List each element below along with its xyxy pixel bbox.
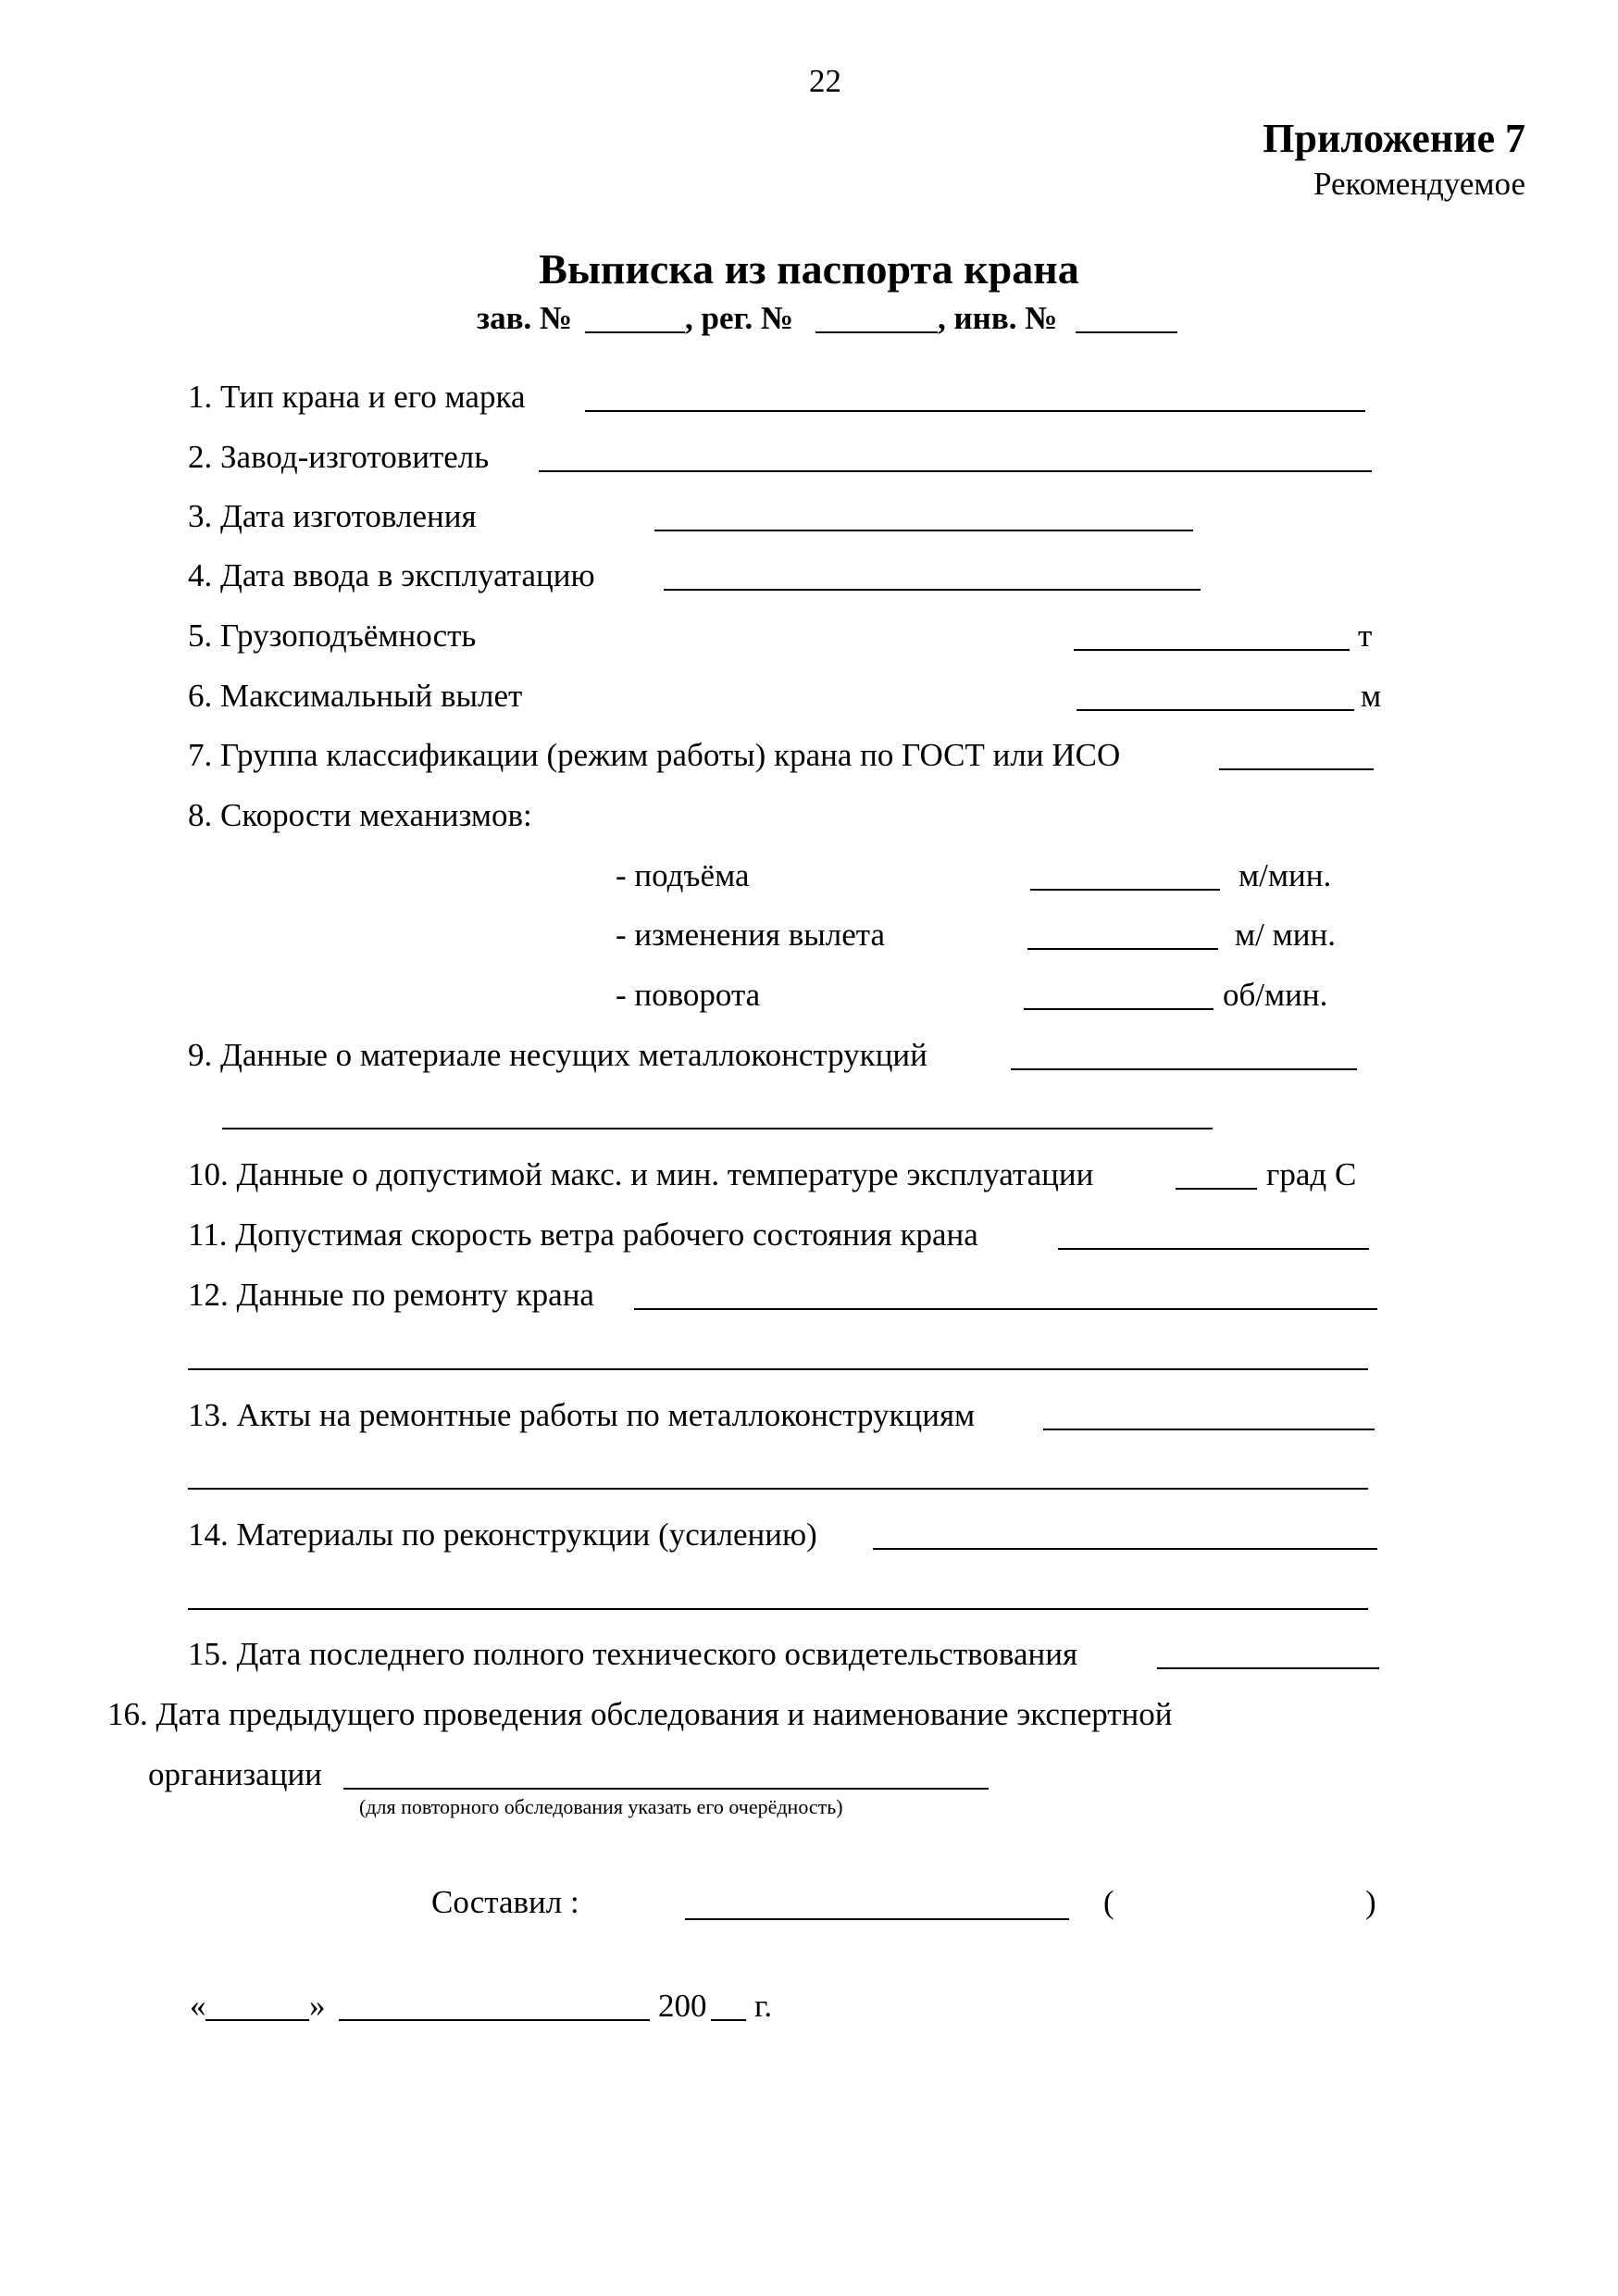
item-previous-survey-note: (для повторного обследования указать его очерёдность) [359,1795,843,1818]
date-year-prefix: 200 [658,1988,707,2024]
date-year-field[interactable] [711,2019,746,2021]
item-max-reach-field[interactable] [1077,709,1354,711]
item-manufacturer-label: 2. Завод-изготовитель [188,439,490,475]
document-title: Выписка из паспорта крана [539,245,1079,293]
item-capacity-field[interactable] [1074,649,1350,651]
appendix-subtitle: Рекомендуемое [1313,166,1525,202]
compiled-by-signature-field[interactable] [685,1918,1069,1920]
item-material-field-continued[interactable] [222,1128,1213,1129]
date-day-field[interactable] [205,2019,309,2021]
item-speed-lift-label: - подъёма [616,857,750,893]
item-speed-reach-label: - изменения вылета [616,917,886,953]
item-classification-field[interactable] [1219,768,1374,770]
item-previous-survey-field[interactable] [343,1788,989,1790]
item-max-reach-label: 6. Максимальный вылет [188,678,523,714]
item-speed-reach-unit: м/ мин. [1235,917,1336,953]
item-capacity-unit: т [1358,618,1373,654]
item-repair-label: 12. Данные по ремонту крана [188,1277,594,1313]
item-classification-label: 7. Группа классификации (режим работы) крана по ГОСТ или ИСО [188,737,1121,773]
compiled-by-open-paren: ( [1103,1884,1114,1920]
item-speed-lift-unit: м/мин. [1238,857,1332,893]
item-last-inspection-label: 15. Дата последнего полного технического освидетельствования [188,1636,1078,1672]
item-previous-survey-cont: организации [148,1756,322,1792]
item-speed-slew-unit: об/мин. [1223,977,1328,1013]
item-repair-acts-field-continued[interactable] [188,1488,1368,1490]
compiled-by-label: Составил : [431,1884,579,1920]
item-commission-date-label: 4. Дата ввода в эксплуатацию [188,557,595,593]
registration-number-label: , рег. № [685,300,794,336]
serial-number-field[interactable] [585,331,685,333]
item-speed-slew-field[interactable] [1024,1008,1214,1010]
serial-number-label: зав. № [477,300,573,336]
item-repair-field-continued[interactable] [188,1368,1368,1370]
appendix-title: Приложение 7 [1263,116,1525,161]
item-repair-acts-field[interactable] [1043,1429,1375,1430]
item-speed-reach-field[interactable] [1027,948,1218,950]
item-temperature-label: 10. Данные о допустимой макс. и мин. температуре эксплуатации [188,1156,1094,1192]
item-repair-field[interactable] [634,1308,1377,1310]
item-repair-acts-label: 13. Акты на ремонтные работы по металлоконструкциям [188,1397,976,1433]
item-wind-speed-label: 11. Допустимая скорость ветра рабочего состояния крана [188,1217,978,1253]
page-number: 22 [809,63,841,99]
item-speeds-label: 8. Скорости механизмов: [188,797,532,833]
inventory-number-field[interactable] [1076,331,1177,333]
item-last-inspection-field[interactable] [1157,1667,1379,1669]
item-commission-date-field[interactable] [664,589,1201,591]
date-year-suffix: г. [754,1988,773,2024]
item-capacity-label: 5. Грузоподъёмность [188,618,477,654]
item-manufacture-date-field[interactable] [654,530,1193,531]
date-close-quote: » [309,1988,326,2024]
item-max-reach-unit: м [1361,678,1382,714]
compiled-by-close-paren: ) [1365,1884,1376,1920]
item-temperature-unit: град С [1266,1156,1357,1192]
date-open-quote: « [190,1988,206,2024]
item-wind-speed-field[interactable] [1058,1248,1369,1250]
item-previous-survey-label: 16. Дата предыдущего проведения обследования и наименование экспертной [107,1696,1173,1732]
item-crane-type-field[interactable] [585,410,1365,412]
item-speed-slew-label: - поворота [616,977,761,1013]
item-reconstruction-label: 14. Материалы по реконструкции (усилению) [188,1516,817,1553]
item-crane-type-label: 1. Тип крана и его марка [188,379,526,415]
item-speed-lift-field[interactable] [1030,889,1220,891]
item-manufacturer-field[interactable] [539,470,1372,472]
item-manufacture-date-label: 3. Дата изготовления [188,498,477,534]
date-month-field[interactable] [339,2019,650,2021]
item-material-label: 9. Данные о материале несущих металлоконструкций [188,1037,927,1073]
item-material-field[interactable] [1011,1068,1357,1070]
registration-number-field[interactable] [815,331,938,333]
item-reconstruction-field[interactable] [873,1548,1377,1550]
item-temperature-field[interactable] [1176,1188,1257,1190]
item-reconstruction-field-continued[interactable] [188,1608,1368,1610]
inventory-number-label: , инв. № [938,300,1058,336]
